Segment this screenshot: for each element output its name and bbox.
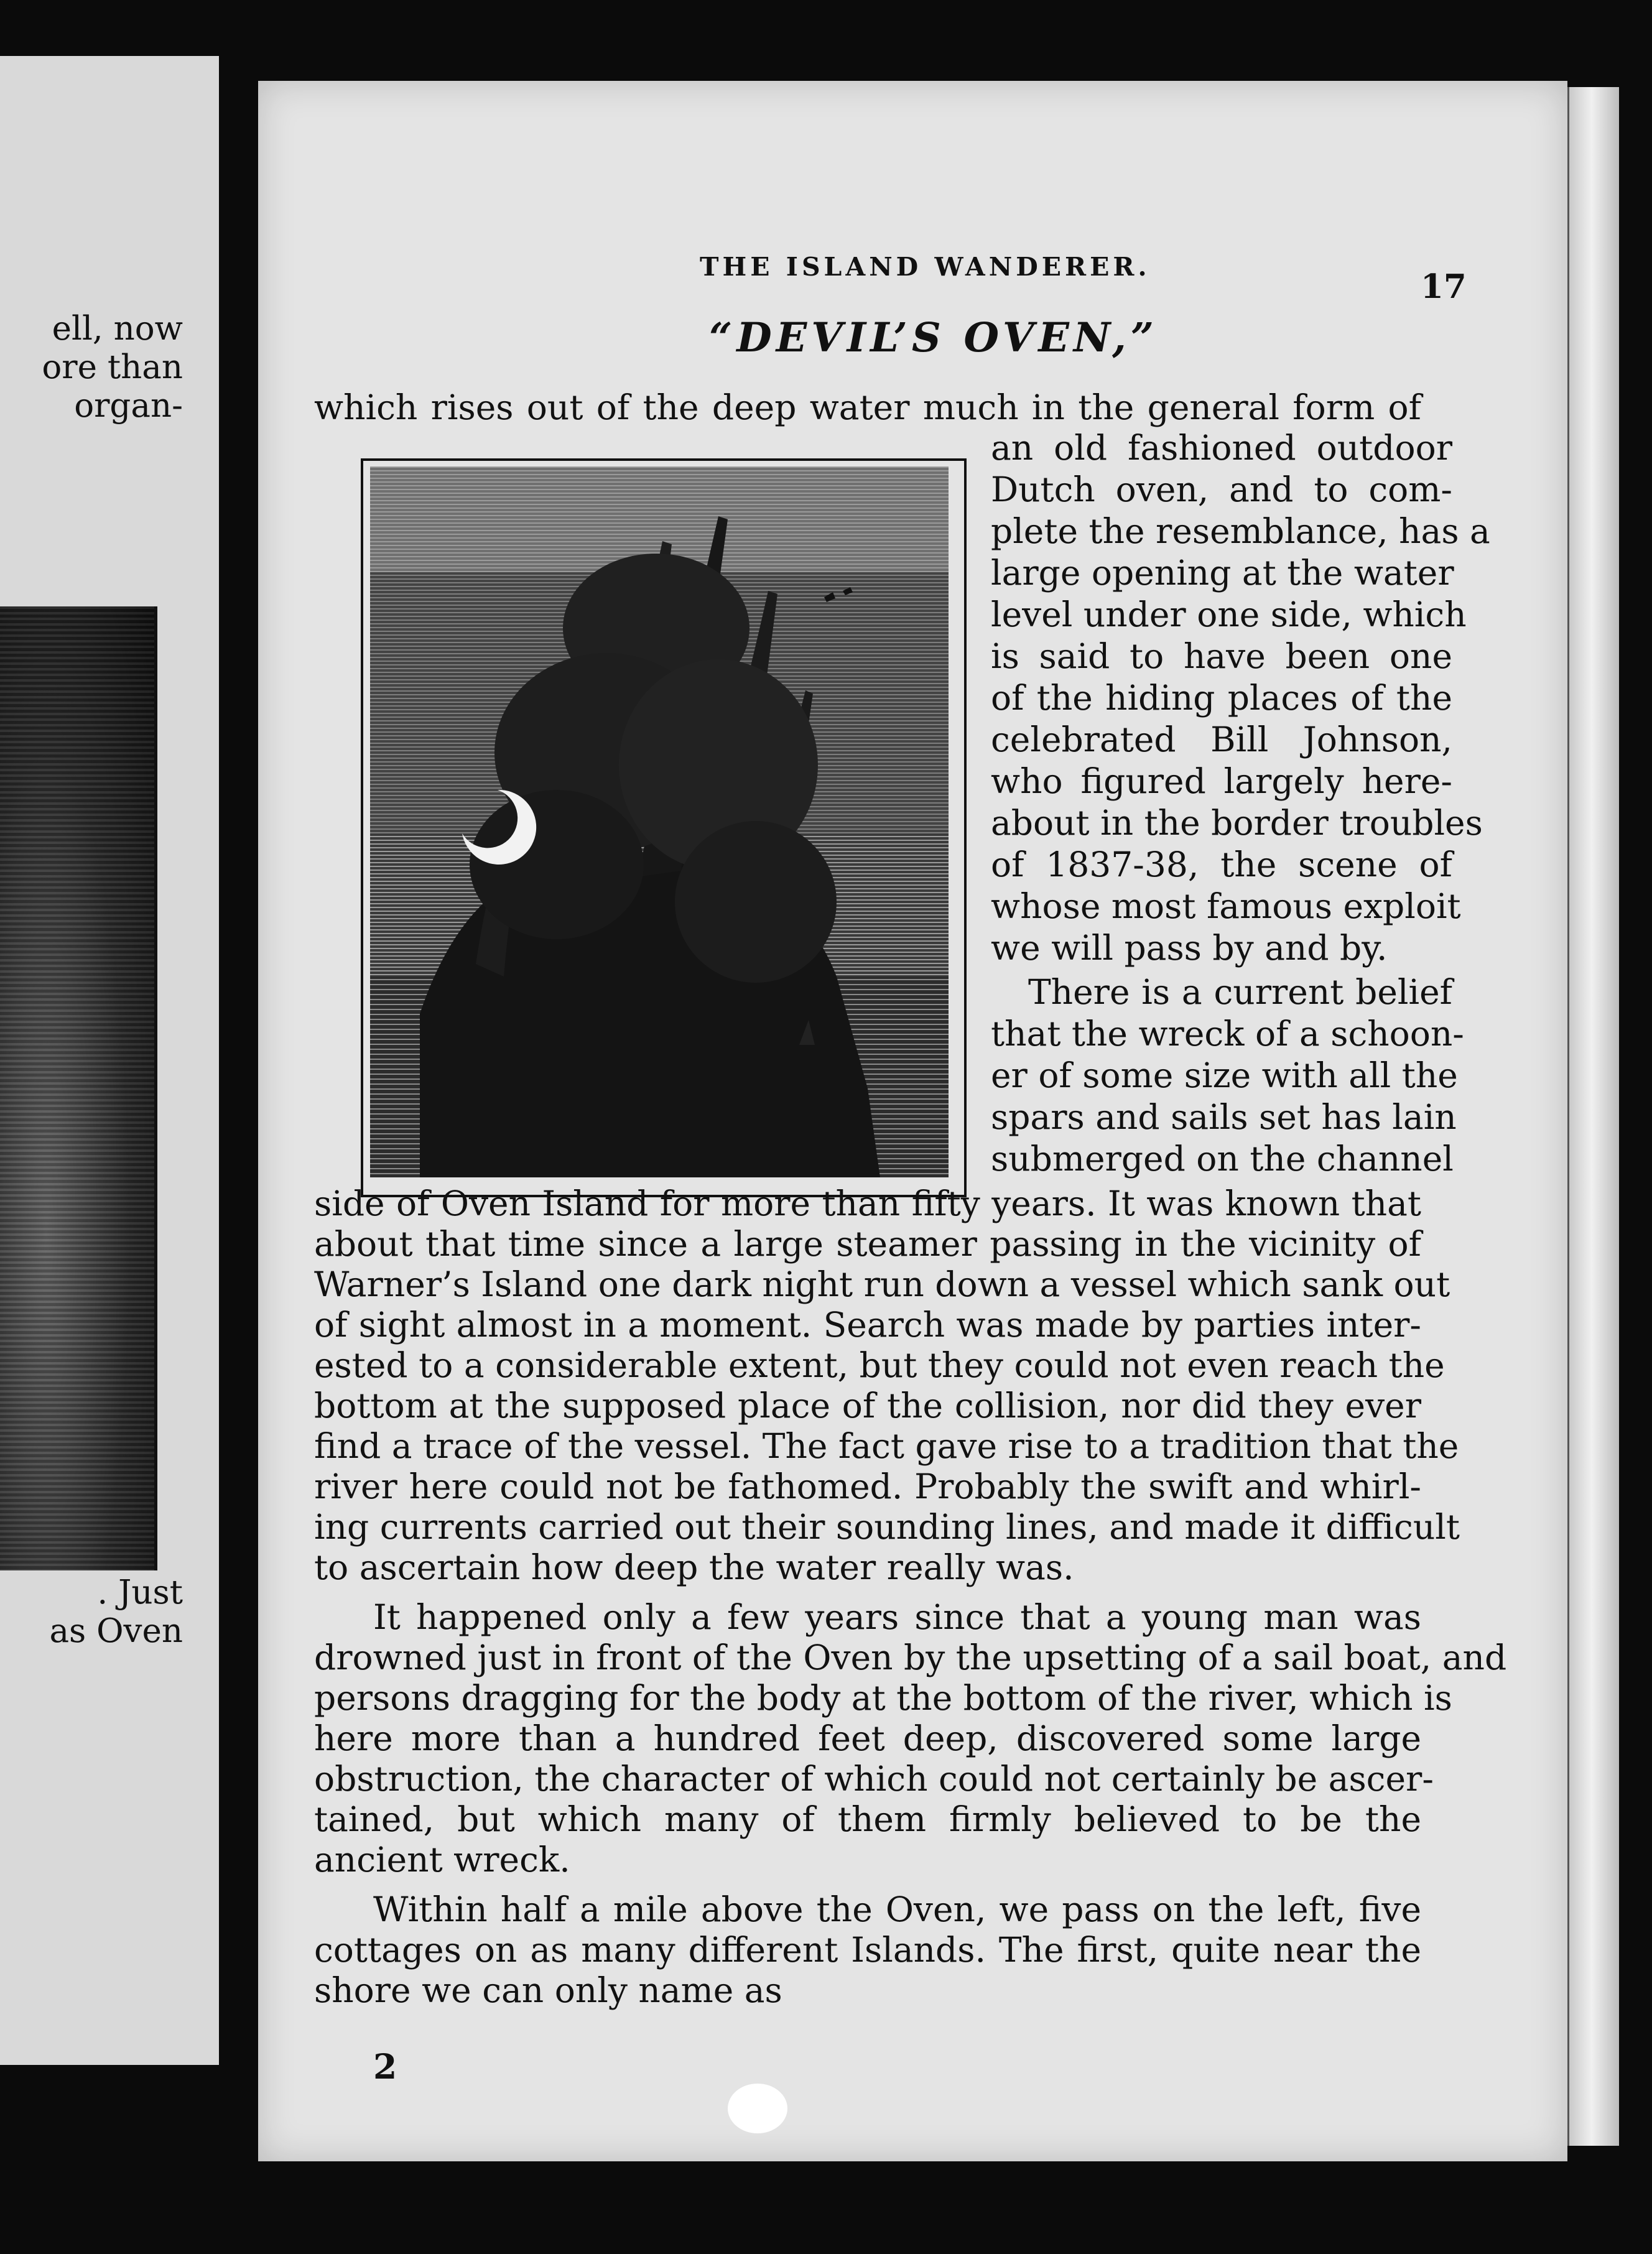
text-line: persons dragging for the body at the bottom of the river, which is — [314, 1678, 1452, 1718]
text-line: drowned just in front of the Oven by the upsetting of a sail boat, and — [314, 1638, 1507, 1677]
island-engraving-illustration — [370, 466, 949, 1177]
text-line: of 1837-38, the scene of — [991, 845, 1452, 884]
text-line: river here could not be fathomed. Probably the swift and whirl- — [314, 1467, 1421, 1506]
paper-damage-spot — [728, 2084, 787, 2133]
text-line: ested to a considerable extent, but they could not even reach the — [314, 1345, 1445, 1385]
text-line: level under one side, which — [991, 595, 1467, 634]
text-line: whose most famous exploit — [991, 886, 1461, 926]
text-line: to ascertain how deep the water really was. — [314, 1547, 1074, 1587]
text-line: ing currents carried out their sounding lines, and made it difficult — [314, 1507, 1460, 1547]
text-line: of the hiding places of the — [991, 678, 1452, 718]
text-line: cottages on as many different Islands. The first, quite near the — [314, 1930, 1421, 1970]
left-page-text: . Just — [97, 1574, 183, 1612]
text-line: There is a current belief — [1028, 972, 1452, 1012]
text-line: find a trace of the vessel. The fact gave rise to a tradition that the — [314, 1426, 1459, 1466]
book-edge — [1567, 87, 1619, 2146]
text-line: here more than a hundred feet deep, discovered some large — [314, 1718, 1421, 1758]
paragraph-start: It happened only a few years since that a young man was — [373, 1597, 1421, 1637]
text-line: Warner’s Island one dark night run down a vessel which sank out — [314, 1264, 1450, 1304]
text-line: spars and sails set has lain — [991, 1097, 1457, 1137]
text-line: that the wreck of a schoon- — [991, 1014, 1464, 1054]
text-line: plete the resemblance, has a — [991, 511, 1490, 551]
left-page-text: ore than — [42, 348, 183, 386]
text-line: obstruction, the character of which could not certainly be ascer- — [314, 1759, 1434, 1799]
page-number: 17 — [1421, 267, 1467, 306]
left-page-text: organ- — [74, 387, 183, 425]
text-line: submerged on the channel — [991, 1139, 1454, 1179]
text-line: which rises out of the deep water much in the general form of — [314, 387, 1421, 427]
text-line: of sight almost in a moment. Search was made by parties inter- — [314, 1305, 1421, 1345]
left-page-illustration — [0, 606, 157, 1570]
left-page-text: as Oven — [49, 1612, 183, 1650]
text-line: large opening at the water — [991, 553, 1454, 593]
text-line: bottom at the supposed place of the collision, nor did they ever — [314, 1386, 1421, 1426]
section-heading: “DEVIL’S OVEN,” — [709, 314, 1159, 361]
left-page-text: ell, now — [52, 310, 183, 348]
paragraph-start: Within half a mile above the Oven, we pass on the left, five — [373, 1890, 1421, 1929]
text-line: tained, but which many of them firmly believed to be the — [314, 1799, 1421, 1839]
text-line: side of Oven Island for more than fifty years. It was known that — [314, 1184, 1421, 1223]
signature-mark: 2 — [373, 2046, 397, 2087]
running-head: THE ISLAND WANDERER. — [700, 252, 1151, 282]
text-line: who figured largely here- — [991, 761, 1452, 801]
text-line: an old fashioned outdoor — [991, 428, 1452, 468]
text-line: about in the border troubles — [991, 803, 1483, 843]
text-line: celebrated Bill Johnson, — [991, 720, 1452, 759]
text-line: er of some size with all the — [991, 1055, 1458, 1095]
text-line: Dutch oven, and to com- — [991, 470, 1452, 509]
text-line: about that time since a large steamer passing in the vicinity of — [314, 1224, 1421, 1264]
text-line: ancient wreck. — [314, 1840, 570, 1880]
left-page-fragment — [0, 56, 219, 2065]
text-line: is said to have been one — [991, 636, 1452, 676]
text-line: shore we can only name as — [314, 1970, 782, 2010]
text-line: we will pass by and by. — [991, 928, 1388, 968]
